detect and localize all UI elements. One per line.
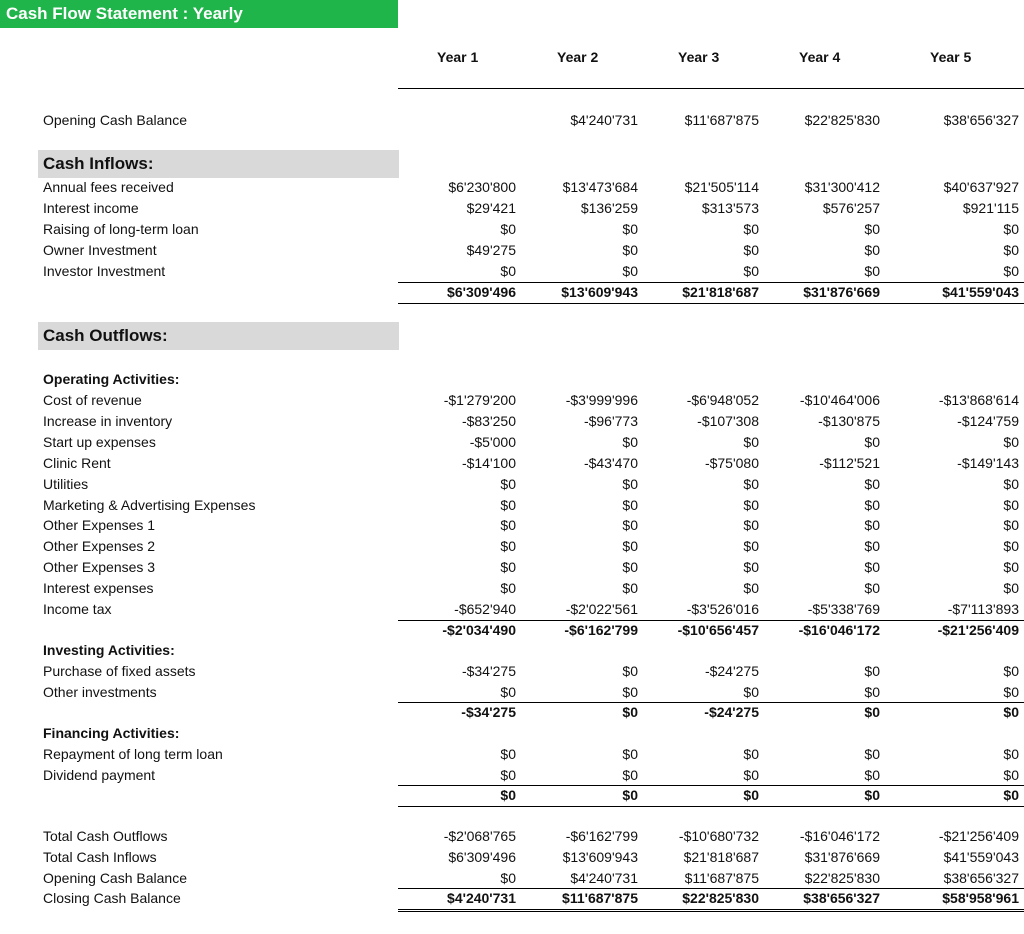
cell: $0 [622,704,638,720]
row-label: Total Cash Inflows [43,849,157,865]
table-row [0,390,1024,411]
cell: -$83'250 [461,413,516,429]
cell: $58'958'961 [942,890,1019,906]
row-label: Marketing & Advertising Expenses [43,497,256,513]
cell: $0 [1003,787,1019,803]
cell: -$7'113'893 [947,601,1019,617]
cell: $21'818'687 [683,849,759,865]
cell: $0 [864,497,880,513]
cell: $0 [1003,263,1019,279]
table-row [0,557,1024,578]
cell: -$10'464'006 [799,392,880,408]
operating-total-row [0,620,1024,641]
cell: $313'573 [701,200,759,216]
table-row [0,682,1024,703]
cell: $0 [743,767,759,783]
cell: $0 [864,559,880,575]
cell: $0 [500,684,516,700]
cell: $0 [1003,684,1019,700]
cell: -$3'526'016 [686,601,759,617]
cell: $0 [864,746,880,762]
cell: -$6'948'052 [686,392,759,408]
cell: -$130'875 [818,413,880,429]
cell: $0 [864,242,880,258]
cell: -$124'759 [957,413,1019,429]
cell: $49'275 [466,242,516,258]
row-label: Annual fees received [43,179,174,195]
cell: -$5'338'769 [807,601,880,617]
row-label: Dividend payment [43,767,156,783]
double-underline [398,909,1024,912]
cell: $0 [500,746,516,762]
cell: $0 [500,559,516,575]
cell: $0 [864,684,880,700]
total-divider [398,806,1024,807]
col-header-year-5: Year 5 [930,49,972,65]
row-label: Closing Cash Balance [43,890,181,906]
cell: $0 [622,787,638,803]
total-divider [398,303,1024,304]
cell: $4'240'731 [570,112,638,128]
cell: $0 [1003,497,1019,513]
col-header-year-2: Year 2 [557,49,599,65]
cell: -$14'100 [461,455,516,471]
cell: $576'257 [822,200,880,216]
cell: $6'309'496 [447,284,516,300]
row-label: Utilities [43,476,89,492]
section-header-outflows: Cash Outflows: [38,322,399,350]
cell: -$6'162'799 [565,828,638,844]
cell: -$21'256'409 [937,622,1019,638]
cell: -$24'275 [704,704,759,720]
row-label: Increase in inventory [43,413,173,429]
cell: $41'559'043 [942,284,1019,300]
cell: $0 [864,434,880,450]
cell: $13'609'943 [562,849,638,865]
cell: $0 [743,787,759,803]
subsection-operating: Operating Activities: [43,371,180,387]
cell: $0 [500,767,516,783]
header-divider [398,88,1024,89]
table-row [0,240,1024,261]
cell: $0 [1003,767,1019,783]
sheet-title: Cash Flow Statement : Yearly [0,0,398,28]
row-label: Interest expenses [43,580,154,596]
row-label: Clinic Rent [43,455,111,471]
cell: $0 [622,497,638,513]
section-header-inflows: Cash Inflows: [38,150,399,178]
cell: $0 [864,221,880,237]
row-label: Repayment of long term loan [43,746,223,762]
cell: $0 [500,538,516,554]
cell: $0 [1003,517,1019,533]
cell: $0 [500,517,516,533]
cell: $0 [1003,476,1019,492]
cell: $0 [500,497,516,513]
cell: $21'505'114 [684,179,759,195]
table-row [0,432,1024,453]
cell: $4'240'731 [570,870,638,886]
cell: $0 [1003,704,1019,720]
cell: $6'230'800 [448,179,516,195]
table-row [0,744,1024,765]
cell: $38'656'327 [803,890,880,906]
cell: -$2'068'765 [443,828,516,844]
col-header-year-3: Year 3 [678,49,720,65]
cell: -$16'046'172 [798,622,880,638]
cell: $0 [1003,746,1019,762]
cell: -$13'868'614 [938,392,1019,408]
row-label: Purchase of fixed assets [43,663,196,679]
cell: $29'421 [466,200,516,216]
cell: $0 [864,538,880,554]
row-label: Total Cash Outflows [43,828,168,844]
cell: $0 [743,746,759,762]
table-row [0,177,1024,198]
cell: $13'473'684 [562,179,638,195]
cell: -$10'656'457 [677,622,759,638]
opening-balance-row [0,110,1024,131]
table-row [0,453,1024,474]
cell: -$2'022'561 [565,601,638,617]
cell: $0 [743,580,759,596]
row-label: Investor Investment [43,263,166,279]
cell: $0 [622,517,638,533]
cell: $0 [622,242,638,258]
cell: -$96'773 [583,413,638,429]
summary-row [0,847,1024,868]
row-label: Income tax [43,601,112,617]
cell: $11'687'875 [684,112,759,128]
closing-balance-row [0,888,1024,909]
cell: $0 [622,580,638,596]
cell: $0 [743,497,759,513]
investing-total-row [0,702,1024,723]
table-row [0,411,1024,432]
row-label: Other Expenses 1 [43,517,156,533]
row-label: Other Expenses 2 [43,538,156,554]
cell: $0 [1003,434,1019,450]
cell: -$112'521 [819,455,880,471]
cell: $0 [743,517,759,533]
table-row [0,599,1024,620]
cell: $0 [743,263,759,279]
cell: $31'300'412 [804,179,880,195]
cell: -$34'275 [461,704,516,720]
table-row [0,515,1024,536]
financing-total-row [0,785,1024,806]
cell: -$149'143 [957,455,1019,471]
cell: $0 [743,242,759,258]
row-label: Owner Investment [43,242,157,258]
cell: -$1'279'200 [443,392,516,408]
cell: $0 [622,221,638,237]
cell: $0 [1003,242,1019,258]
cell: $0 [743,434,759,450]
cell: $0 [500,580,516,596]
table-row [0,261,1024,282]
cell: -$21'256'409 [938,828,1019,844]
cell: $0 [864,580,880,596]
row-label: Start up expenses [43,434,156,450]
cell: $0 [1003,663,1019,679]
cell: $4'240'731 [447,890,516,906]
cell: $136'259 [580,200,638,216]
cell: -$10'680'732 [678,828,759,844]
cell: -$24'275 [704,663,759,679]
cell: -$3'999'996 [565,392,638,408]
subsection-investing: Investing Activities: [43,642,175,658]
cell: $22'825'830 [682,890,759,906]
cell: $0 [500,870,516,886]
cell: $0 [500,787,516,803]
cell: $0 [622,476,638,492]
cell: -$43'470 [583,455,638,471]
cell: $40'637'927 [943,179,1019,195]
cell: $0 [864,663,880,679]
cell: $0 [864,263,880,279]
cell: $6'309'496 [448,849,516,865]
table-row [0,219,1024,240]
cell: -$652'940 [454,601,516,617]
table-row [0,495,1024,516]
cell: $21'818'687 [682,284,759,300]
table-row [0,765,1024,786]
cell: $0 [622,767,638,783]
summary-row [0,826,1024,847]
cell: $0 [622,434,638,450]
table-row [0,661,1024,682]
cell: $11'687'875 [562,890,638,906]
col-header-year-1: Year 1 [437,49,479,65]
cell: $0 [622,538,638,554]
cell: $0 [864,476,880,492]
cell: $22'825'830 [804,112,880,128]
cell: $31'876'669 [804,849,880,865]
table-row [0,474,1024,495]
cell: $0 [622,663,638,679]
cell: $0 [622,263,638,279]
cell: $921'115 [962,200,1019,216]
table-row [0,536,1024,557]
cell: $38'656'327 [943,870,1019,886]
cell: $0 [864,787,880,803]
table-row [0,578,1024,599]
col-header-year-4: Year 4 [799,49,841,65]
cell: $31'876'669 [803,284,880,300]
row-label: Other investments [43,684,157,700]
row-label: Opening Cash Balance [43,112,187,128]
cell: $38'656'327 [943,112,1019,128]
row-label: Other Expenses 3 [43,559,156,575]
cell: $0 [1003,580,1019,596]
cell: $0 [864,767,880,783]
cell: $0 [864,517,880,533]
cell: $0 [864,704,880,720]
table-row [0,198,1024,219]
cell: -$2'034'490 [442,622,516,638]
cell: $0 [622,559,638,575]
cell: $0 [622,746,638,762]
cell: $0 [622,684,638,700]
summary-row [0,868,1024,889]
row-label: Opening Cash Balance [43,870,187,886]
cell: -$6'162'799 [564,622,638,638]
cell: $22'825'830 [804,870,880,886]
inflows-total-row [0,282,1024,303]
cell: $0 [743,221,759,237]
cell: $0 [500,476,516,492]
cell: -$34'275 [461,663,516,679]
row-label: Interest income [43,200,139,216]
cell: $11'687'875 [684,870,759,886]
cell: $0 [500,263,516,279]
cell: -$5'000 [469,434,516,450]
cell: $41'559'043 [943,849,1019,865]
cell: $0 [1003,538,1019,554]
row-label: Cost of revenue [43,392,142,408]
cell: $0 [1003,221,1019,237]
cell: $0 [743,476,759,492]
cell: $0 [743,538,759,554]
cell: $13'609'943 [561,284,638,300]
subsection-financing: Financing Activities: [43,725,180,741]
cell: $0 [1003,559,1019,575]
cell: -$75'080 [704,455,759,471]
cell: -$107'308 [697,413,759,429]
row-label: Raising of long-term loan [43,221,199,237]
cell: $0 [500,221,516,237]
cell: $0 [743,684,759,700]
cell: -$16'046'172 [799,828,880,844]
cell: $0 [743,559,759,575]
